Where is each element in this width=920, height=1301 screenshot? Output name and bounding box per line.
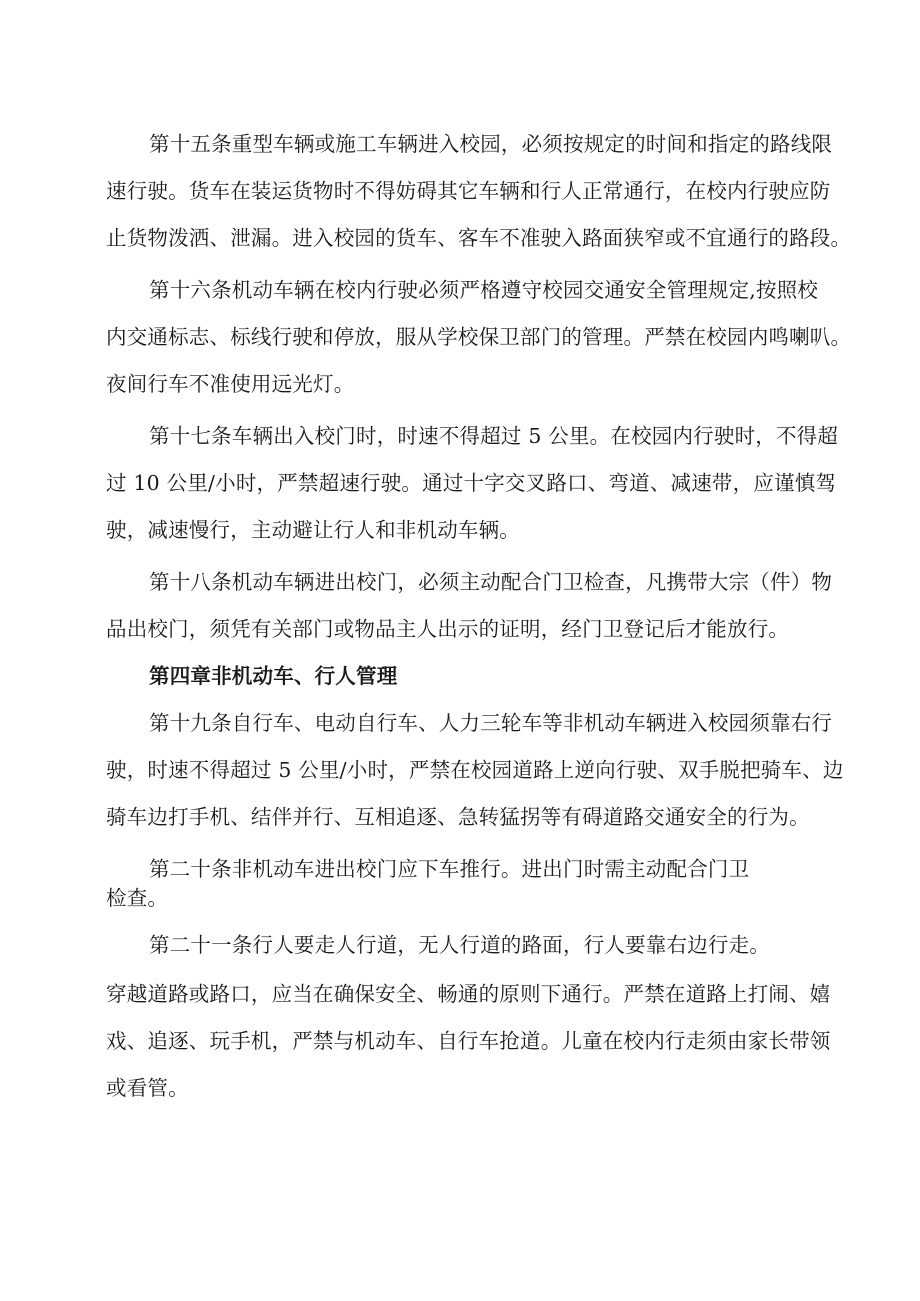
article-20-line-2: 检查。 [106, 886, 169, 910]
article-20-line-1: 第二十条非机动车进出校门应下车推行。进出门时需主动配合门卫 [149, 857, 750, 881]
article-15-line-2: 速行驶。货车在装运货物时不得妨碍其它车辆和行人正常通行，在校内行驶应防 [106, 179, 831, 203]
article-19-line-3: 骑车边打手机、结伴并行、互相追逐、急转猛拐等有碍道路交通安全的行为。 [106, 805, 810, 829]
article-19-line-1: 第十九条自行车、电动自行车、人力三轮车等非机动车辆进入校园须靠右行 [149, 711, 833, 735]
article-18-line-1: 第十八条机动车辆进出校门，必须主动配合门卫检查，凡携带大宗（件）物 [149, 570, 833, 594]
article-17-line-3: 驶，减速慢行，主动避让行人和非机动车辆。 [106, 518, 520, 542]
article-18-line-2: 品出校门，须凭有关部门或物品主人出示的证明，经门卫登记后才能放行。 [106, 617, 790, 641]
chapter-4-heading: 第四章非机动车、行人管理 [149, 664, 398, 688]
article-19-line-2: 驶，时速不得超过 5 公里/小时，严禁在校园道路上逆向行驶、双手脱把骑车、边 [106, 758, 844, 782]
article-16-line-1: 第十六条机动车辆在校内行驶必须严格遵守校园交通安全管理规定,按照校 [149, 278, 819, 302]
article-21-line-3: 戏、追逐、玩手机，严禁与机动车、自行车抢道。儿童在校内行走须由家长带领 [106, 1029, 831, 1053]
article-17-line-2: 过 10 公里/小时，严禁超速行驶。通过十字交叉路口、弯道、减速带，应谨慎驾 [106, 471, 837, 495]
article-17-line-1: 第十七条车辆出入校门时，时速不得超过 5 公里。在校园内行驶时，不得超 [149, 424, 839, 448]
article-21-line-4: 或看管。 [106, 1076, 189, 1100]
article-21-line-1: 第二十一条行人要走人行道，无人行道的路面，行人要靠右边行走。 [149, 933, 770, 957]
article-15-line-1: 第十五条重型车辆或施工车辆进入校园，必须按规定的时间和指定的路线限 [149, 132, 833, 156]
article-16-line-3: 夜间行车不准使用远光灯。 [106, 372, 355, 396]
article-21-line-2: 穿越道路或路口，应当在确保安全、畅通的原则下通行。严禁在道路上打闹、嬉 [106, 982, 831, 1006]
article-15-line-3: 止货物泼洒、泄漏。进入校园的货车、客车不准驶入路面狭窄或不宜通行的路段。 [106, 226, 852, 250]
article-16-line-2: 内交通标志、标线行驶和停放，服从学校保卫部门的管理。严禁在校园内鸣喇叭。 [106, 325, 852, 349]
